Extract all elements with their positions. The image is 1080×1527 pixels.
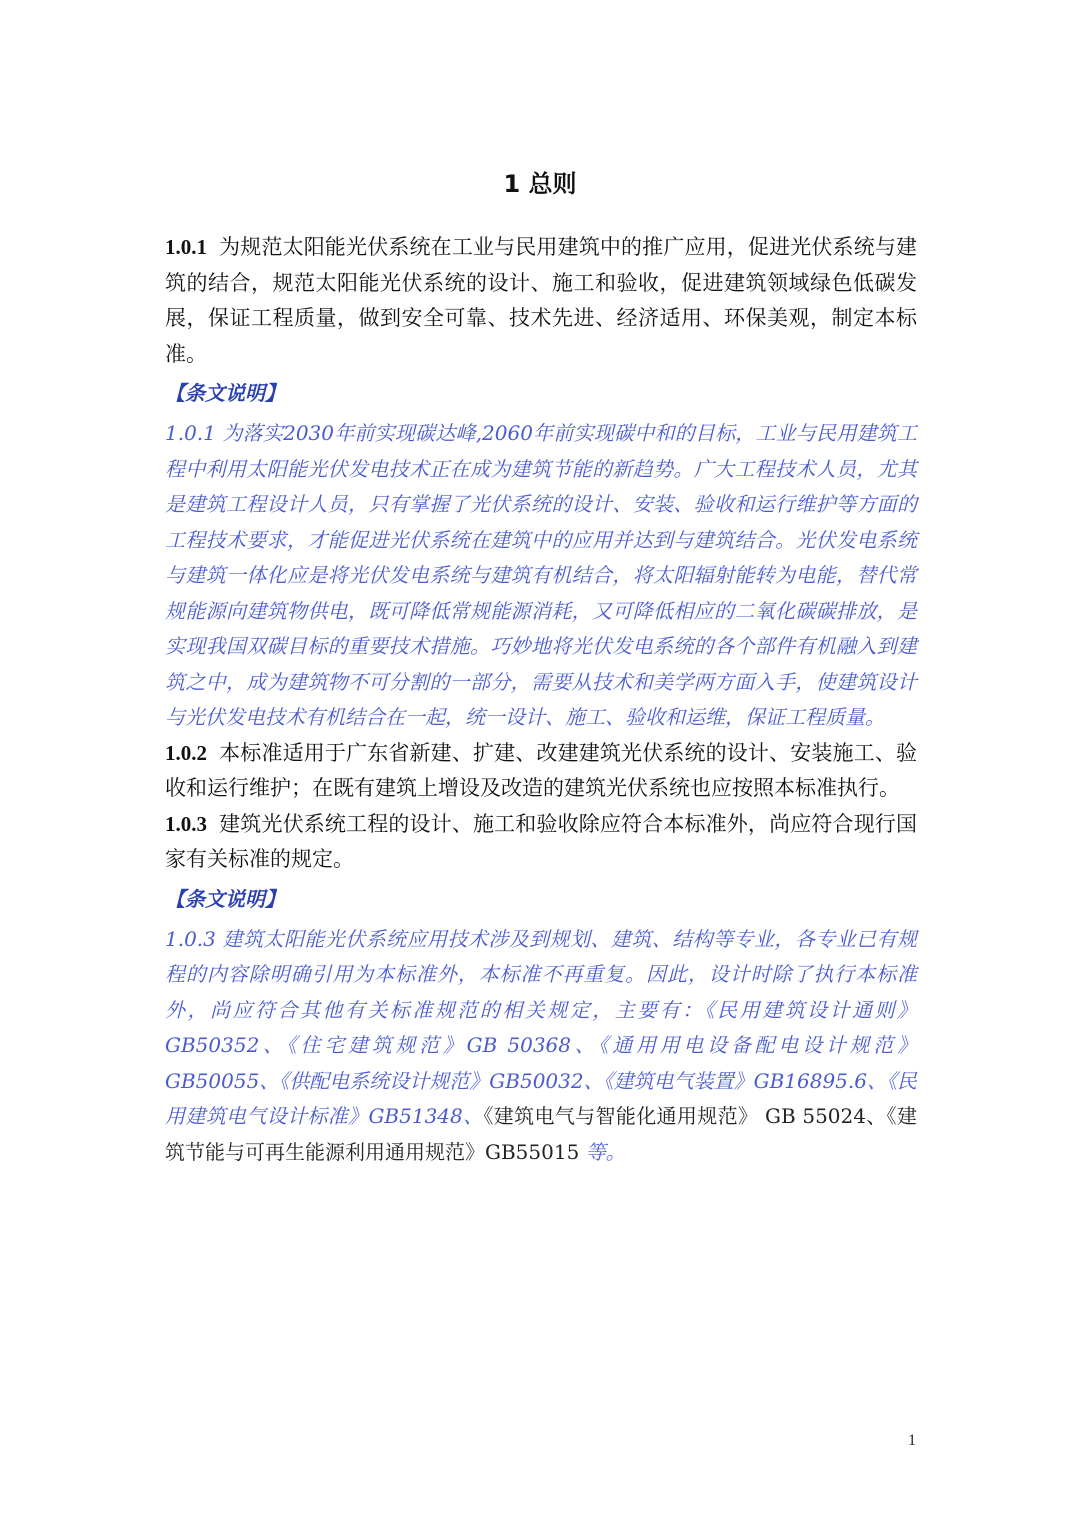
clause-text: 建筑光伏系统工程的设计、施工和验收除应符合本标准外，尚应符合现行国家有关标准的规定。 <box>165 811 917 871</box>
clause-number: 1.0.3 <box>165 811 207 836</box>
explanation-text-standards: 《建筑电气与智能化通用规范》 GB 55024、《建筑节能与可再生能源利用通用规范》GB55015 <box>165 1104 917 1164</box>
page-number: 1 <box>908 1432 916 1449</box>
explanation-1-0-3 <box>165 922 917 1171</box>
clause-1-0-1 <box>165 230 917 372</box>
content-body <box>165 230 917 1170</box>
clause-1-0-2 <box>165 736 917 807</box>
clause-1-0-3 <box>165 807 917 878</box>
explanation-heading: 【条文说明】 <box>165 381 285 405</box>
clause-text: 本标准适用于广东省新建、扩建、改建建筑光伏系统的设计、安装施工、验收和运行维护；在既有建筑上增设及改造的建筑光伏系统也应按照本标准执行。 <box>165 740 917 800</box>
explanation-text-end: 等。 <box>579 1139 626 1164</box>
explanation-text: 1.0.3 建筑太阳能光伏系统应用技术涉及到规划、建筑、结构等专业，各专业已有规程的内容除明确引用为本标准外，本标准不再重复。因此，设计时除了执行本标准外，尚应符合其他有关标准规范的相关规定，主要有：《民用建筑设计通则》GB50352、《住宅建筑规范》GB 50368、《通用用电设备配电设计规范》GB50055、《供配电系统设计规范》GB50032、《建筑电气装置》GB16895.6、《民用建筑电气设计标准》GB51348、 <box>165 926 917 1128</box>
clause-number: 1.0.2 <box>165 740 207 765</box>
chapter-title: 1 总则 <box>503 170 577 198</box>
explanation-1-0-1: 1.0.1 为落实2030年前实现碳达峰,2060年前实现碳中和的目标，工业与民用建筑工程中利用太阳能光伏发电技术正在成为建筑节能的新趋势。广大工程技术人员，尤其是建筑工程设计人员，只有掌握了光伏系统的设计、安装、验收和运行维护等方面的工程技术要求，才能促进光伏系统在建筑中的应用并达到与建筑结合。光伏发电系统与建筑一体化应是将光伏发电系统与建筑有机结合，将太阳辐射能转为电能，替代常规能源向建筑物供电，既可降低常规能源消耗，又可降低相应的二氧化碳碳排放，是实现我国双碳目标的重要技术措施。巧妙地将光伏发电系统的各个部件有机融入到建筑之中，成为建筑物不可分割的一部分，需要从技术和美学两方面入手，使建筑设计与光伏发电技术有机结合在一起，统一设计、施工、验收和运维，保证工程质量。 <box>165 421 917 729</box>
clause-text: 为规范太阳能光伏系统在工业与民用建筑中的推广应用，促进光伏系统与建筑的结合，规范太阳能光伏系统的设计、施工和验收，促进建筑领域绿色低碳发展，保证工程质量，做到安全可靠、技术先进、经济适用、环保美观，制定本标准。 <box>165 235 917 366</box>
explanation-heading: 【条文说明】 <box>165 886 285 911</box>
clause-number: 1.0.1 <box>165 235 207 259</box>
